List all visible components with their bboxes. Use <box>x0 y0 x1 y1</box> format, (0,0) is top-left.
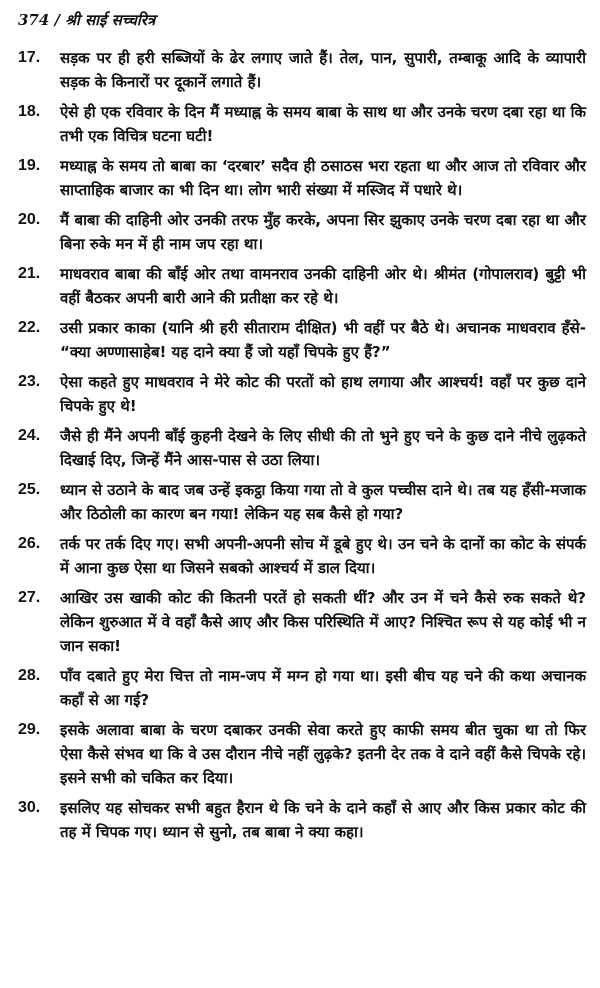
verse-text: आखिर उस खाकी कोट की कितनी परतें हो सकती थीं? और उन में चने कैसे रुक सकते थे? लेकिन शुरुआत में वे वहाँ कैसे आए और किस परिस्थिति में आए? निश्चित रूप से यह कोई भी न जान सका! <box>60 589 586 655</box>
verse-number: 30. <box>18 799 41 816</box>
verse-22 <box>18 316 586 364</box>
verse-27 <box>18 586 586 658</box>
book-title: श्री साई सच्चरित्र <box>65 11 156 29</box>
verse-text: माधवराव बाबा की बाँई ओर तथा वामनराव उनकी दाहिनी ओर थे। श्रीमंत (गोपालराव) बुट्टी भी वहीं बैठकर अपनी बारी आने की प्रतीक्षा कर रहे थे। <box>60 265 586 307</box>
verse-number: 28. <box>18 667 41 684</box>
verse-19 <box>18 154 586 202</box>
verse-text: ऐसे ही एक रविवार के दिन मैं मध्याह्न के समय बाबा के साथ था और उनके चरण दबा रहा था कि तभी एक विचित्र घटना घटी! <box>60 103 586 145</box>
verse-number: 23. <box>18 373 41 390</box>
verse-number: 26. <box>18 535 41 552</box>
verse-text: इसके अलावा बाबा के चरण दबाकर उनकी सेवा करते हुए काफी समय बीत चुका था तो फिर ऐसा कैसे संभव था कि वे उस दौरान नीचे नहीं लुढ़के? इतनी देर तक वे दाने वहीं कैसे चिपके रहे। इसने सभी को चकित कर दिया। <box>60 721 586 787</box>
verse-20 <box>18 208 586 256</box>
verse-text: तर्क पर तर्क दिए गए। सभी अपनी-अपनी सोच में डूबे हुए थे। उन चने के दानों का कोट के संपर्क में आना कुछ ऐसा था जिसने सबको आश्चर्य में डाल दिया। <box>60 535 586 577</box>
verse-23 <box>18 370 586 418</box>
verse-number: 21. <box>18 265 41 282</box>
verse-30 <box>18 796 586 844</box>
verse-number: 25. <box>18 481 41 498</box>
verse-list <box>18 46 586 844</box>
verse-number: 29. <box>18 721 41 738</box>
header-separator: / <box>54 11 61 29</box>
verse-text: मध्याह्न के समय तो बाबा का ‘दरबार’ सदैव ही ठसाठस भरा रहता था और आज तो रविवार और साप्ताहिक बाजार का भी दिन था। लोग भारी संख्या में मस्जिद में पधारे थे। <box>60 157 586 199</box>
verse-18 <box>18 100 586 148</box>
verse-text: उसी प्रकार काका (यानि श्री हरी सीताराम दीक्षित) भी वहीं पर बैठे थे। अचानक माधवराव हँसे- “क्या अण्णासाहेब! यह दाने क्या हैं जो यहाँ चिपके हुए हैं?” <box>60 319 586 361</box>
verse-text: ऐसा कहते हुए माधवराव ने मेरे कोट की परतों को हाथ लगाया और आश्चर्य! वहाँ पर कुछ दाने चिपके हुए थे! <box>60 373 586 415</box>
verse-24 <box>18 424 586 472</box>
verse-text: ध्यान से उठाने के बाद जब उन्हें इकट्ठा किया गया तो वे कुल पच्चीस दाने थे। तब यह हँसी-मजाक और ठिठोली का कारण बन गया! लेकिन यह सब कैसे हो गया? <box>60 481 586 523</box>
verse-17 <box>18 46 586 94</box>
verse-28 <box>18 664 586 712</box>
page-number: 374 <box>18 11 50 29</box>
verse-text: सड़क पर ही हरी सब्जियों के ढेर लगाए जाते हैं। तेल, पान, सुपारी, तम्बाकू आदि के व्यापारी सड़क के किनारों पर दूकानें लगाते हैं। <box>60 49 586 91</box>
verse-number: 22. <box>18 319 41 336</box>
running-header <box>18 10 586 32</box>
verse-26 <box>18 532 586 580</box>
verse-29 <box>18 718 586 790</box>
verse-text: इसलिए यह सोचकर सभी बहुत हैरान थे कि चने के दाने कहाँ से आए और किस प्रकार कोट की तह में चिपक गए। ध्यान से सुनो, तब बाबा ने क्या कहा। <box>60 799 586 841</box>
verse-number: 18. <box>18 103 41 120</box>
verse-text: मैं बाबा की दाहिनी ओर उनकी तरफ मुँह करके, अपना सिर झुकाए उनके चरण दबा रहा था और बिना रुके मन में ही नाम जप रहा था। <box>60 211 586 253</box>
verse-text: पाँव दबाते हुए मेरा चित्त तो नाम-जप में मग्न हो गया था। इसी बीच यह चने की कथा अचानक कहाँ से आ गई? <box>60 667 586 709</box>
verse-number: 19. <box>18 157 41 174</box>
verse-number: 27. <box>18 589 41 606</box>
verse-21 <box>18 262 586 310</box>
verse-number: 17. <box>18 49 41 66</box>
verse-25 <box>18 478 586 526</box>
verse-number: 24. <box>18 427 41 444</box>
verse-number: 20. <box>18 211 41 228</box>
verse-text: जैसे ही मैंने अपनी बाँई कुहनी देखने के लिए सीधी की तो भुने हुए चने के कुछ दाने नीचे लुढ़कते दिखाई दिए, जिन्हें मैंने आस-पास से उठा लिया। <box>60 427 586 469</box>
